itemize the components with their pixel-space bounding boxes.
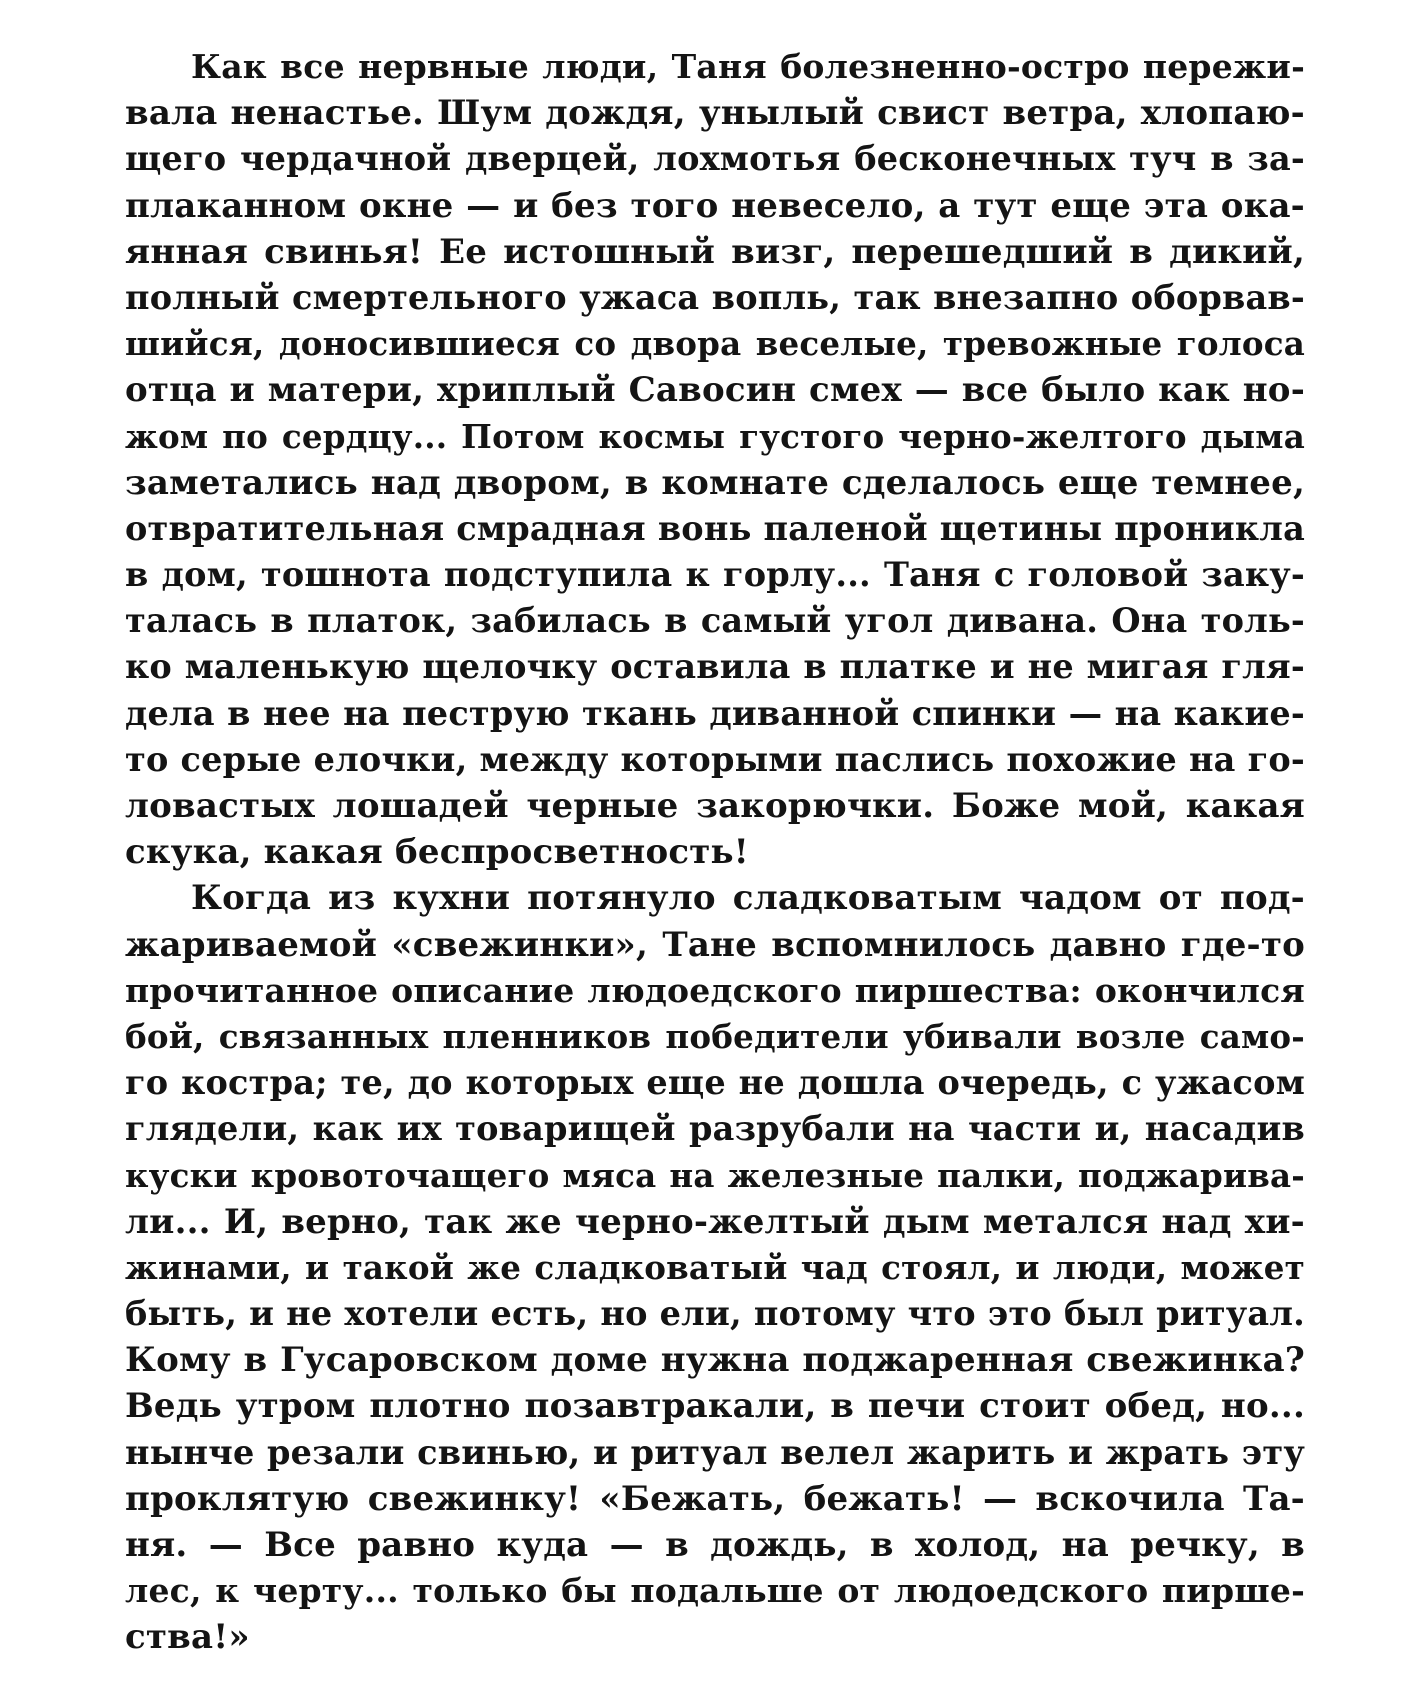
text-line: то серые елочки, между которыми паслись похожие на го- — [125, 739, 1305, 779]
text-line: ли... И, верно, так же черно-желтый дым метался над хи- — [125, 1201, 1305, 1242]
text-line: Когда из кухни потянуло сладковатым чадом от под- — [191, 878, 1305, 919]
text-line: щего чердачной дверцей, лохмотья бесконечных туч в за- — [125, 139, 1305, 179]
text-line: нынче резали свинью, и ритуал велел жарить и жрать эту — [125, 1432, 1305, 1472]
text-line: плаканном окне — и без того невесело, а тут еще эта ока- — [125, 185, 1305, 226]
text-body — [125, 44, 1305, 1661]
text-line: Ведь утром плотно позавтракали, в печи стоит обед, но... — [125, 1386, 1305, 1427]
text-line: ства!» — [125, 1617, 250, 1658]
text-line: скука, какая беспросветность! — [125, 832, 749, 873]
paragraph-2 — [125, 875, 1305, 1660]
text-line: куски кровоточащего мяса на железные палки, поджарива- — [125, 1155, 1305, 1195]
text-line: в дом, тошнота подступила к горлу... Таня с головой заку- — [125, 555, 1305, 595]
text-line: янная свинья! Ее истошный визг, перешедший в дикий, — [125, 231, 1305, 272]
text-line: Кому в Гусаровском доме нужна поджаренная свежинка? — [125, 1340, 1305, 1381]
text-line: прочитанное описание людоедского пиршества: окончился — [125, 970, 1305, 1010]
paragraph-1 — [125, 44, 1305, 875]
text-line: го костра; те, до которых еще не дошла очередь, с ужасом — [125, 1063, 1305, 1103]
text-line: шийся, доносившиеся со двора веселые, тревожные голоса — [125, 324, 1305, 364]
text-line: жинами, и такой же сладковатый чад стоял, и люди, может — [125, 1247, 1305, 1287]
text-line: отвратительная смрадная вонь паленой щетины проникла — [125, 508, 1305, 548]
text-line: бой, связанных пленников победители убивали возле само- — [125, 1016, 1305, 1056]
text-line: Как все нервные люди, Таня болезненно-остро пережи- — [191, 47, 1305, 86]
text-line: талась в платок, забилась в самый угол дивана. Она толь- — [125, 601, 1305, 641]
text-line: отца и матери, хриплый Савосин смех — все было как но- — [125, 370, 1305, 411]
text-line: дела в нее на пеструю ткань диванной спинки — на какие- — [125, 693, 1305, 733]
text-line: ловастых лошадей черные закорючки. Боже мой, какая — [125, 786, 1305, 826]
text-line: вала ненастье. Шум дождя, унылый свист ветра, хлопаю- — [125, 93, 1305, 134]
text-line: проклятую свежинку! «Бежать, бежать! — вскочила Та- — [125, 1478, 1305, 1519]
text-line: полный смертельного ужаса вопль, так внезапно оборвав- — [125, 277, 1305, 317]
text-line: жариваемой «свежинки», Тане вспомнилось давно где-то — [125, 924, 1305, 965]
text-line: жом по сердцу... Потом космы густого черно-желтого дыма — [125, 416, 1305, 456]
text-line: быть, и не хотели есть, но ели, потому что это был ритуал. — [125, 1294, 1305, 1334]
text-line: ко маленькую щелочку оставила в платке и не мигая гля- — [125, 647, 1305, 687]
text-line: лес, к черту... только бы подальше от людоедского пирше- — [125, 1571, 1305, 1611]
text-line: заметались над двором, в комнате сделалось еще темнее, — [125, 462, 1305, 503]
text-line: глядели, как их товарищей разрубали на части и, насадив — [125, 1109, 1305, 1149]
text-line: ня. — Все равно куда — в дождь, в холод, на речку, в — [125, 1525, 1305, 1565]
